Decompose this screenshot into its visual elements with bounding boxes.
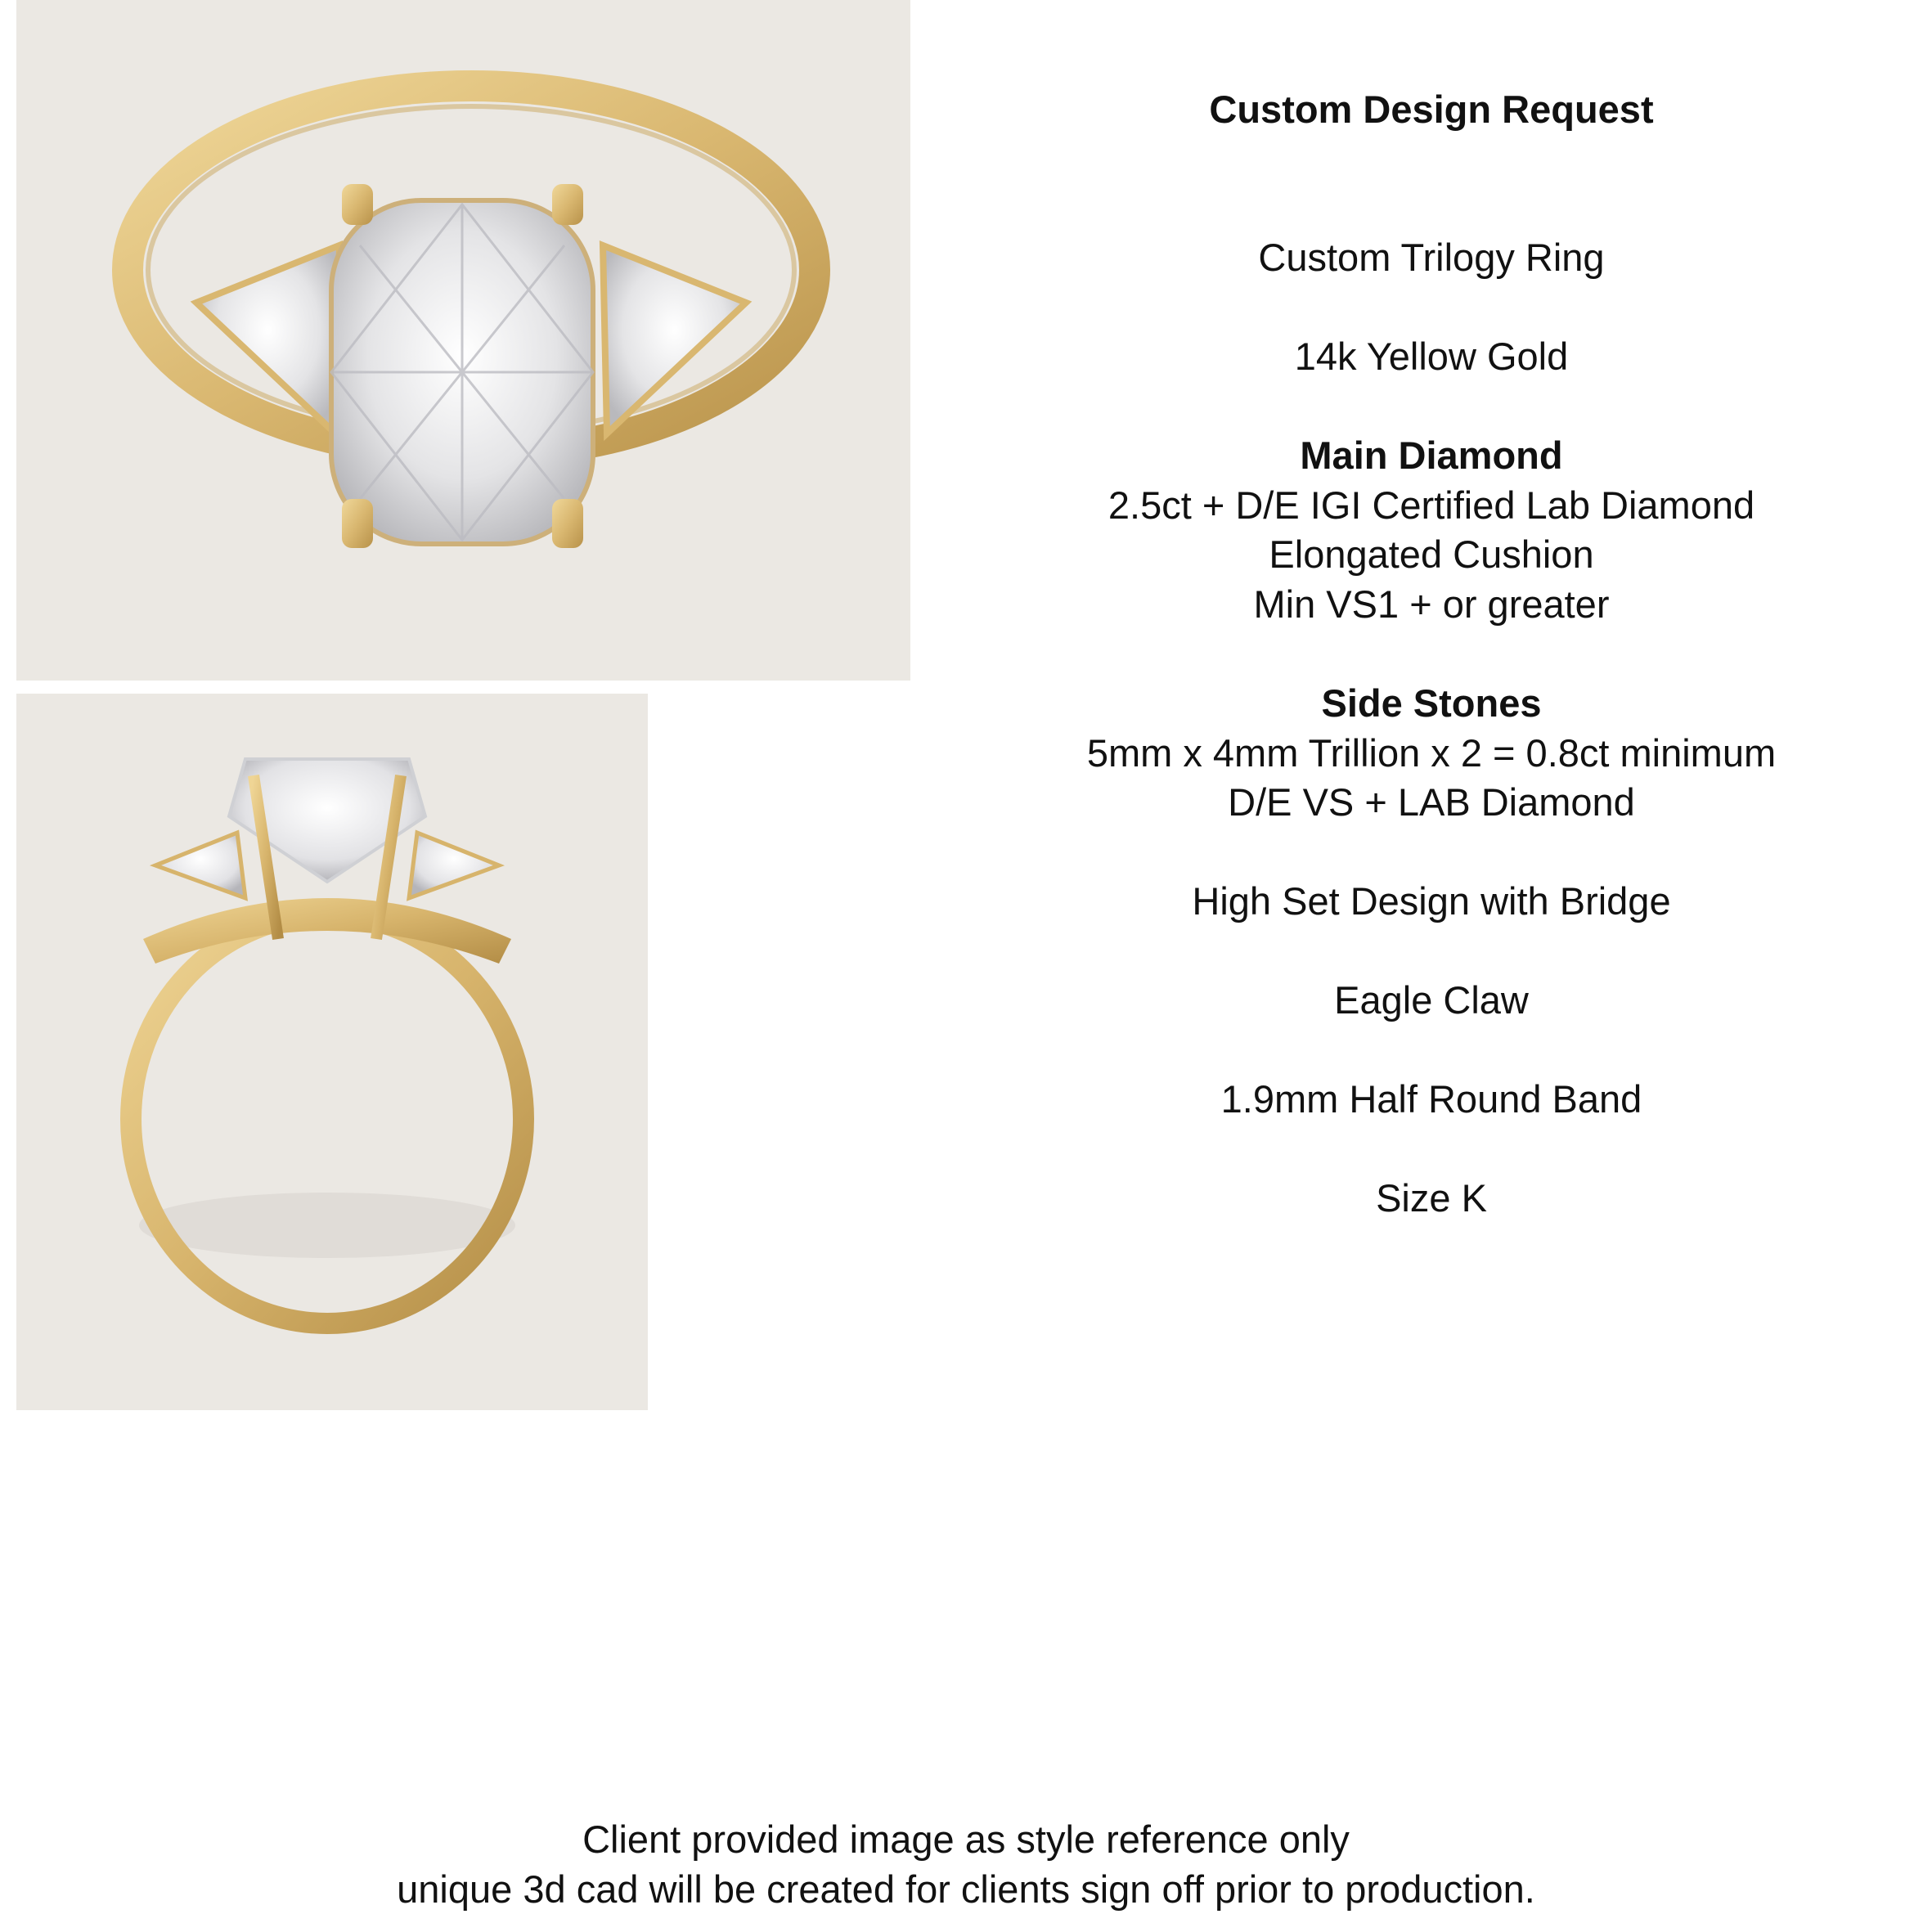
side-stones-heading: Side Stones (1321, 681, 1542, 725)
main-diamond-heading: Main Diamond (1300, 434, 1563, 477)
spec-setting: High Set Design with Bridge (1192, 879, 1671, 923)
side-stones-line: D/E VS + LAB Diamond (1228, 780, 1635, 824)
spec-claw: Eagle Claw (1334, 978, 1529, 1022)
spec-title: Custom Design Request (1209, 88, 1654, 131)
spec-size: Size K (1376, 1176, 1487, 1220)
ring-side-photo (16, 694, 648, 1410)
disclaimer-line: Client provided image as style reference only (582, 1817, 1350, 1861)
disclaimer (0, 1814, 1932, 1914)
main-diamond-line: 2.5ct + D/E IGI Certified Lab Diamond (1108, 483, 1755, 527)
main-diamond-line: Min VS1 + or greater (1253, 582, 1610, 626)
side-stones-line: 5mm x 4mm Trillion x 2 = 0.8ct minimum (1086, 731, 1777, 775)
ring-front-illustration (16, 0, 910, 681)
spec-product: Custom Trilogy Ring (1258, 236, 1605, 279)
spec-metal: 14k Yellow Gold (1294, 335, 1569, 378)
ring-side-illustration (16, 694, 648, 1410)
ring-front-photo (16, 0, 910, 681)
main-diamond-line: Elongated Cushion (1269, 532, 1594, 576)
spec-band: 1.9mm Half Round Band (1220, 1077, 1642, 1121)
disclaimer-line: unique 3d cad will be created for clients sign off prior to production. (397, 1867, 1535, 1911)
